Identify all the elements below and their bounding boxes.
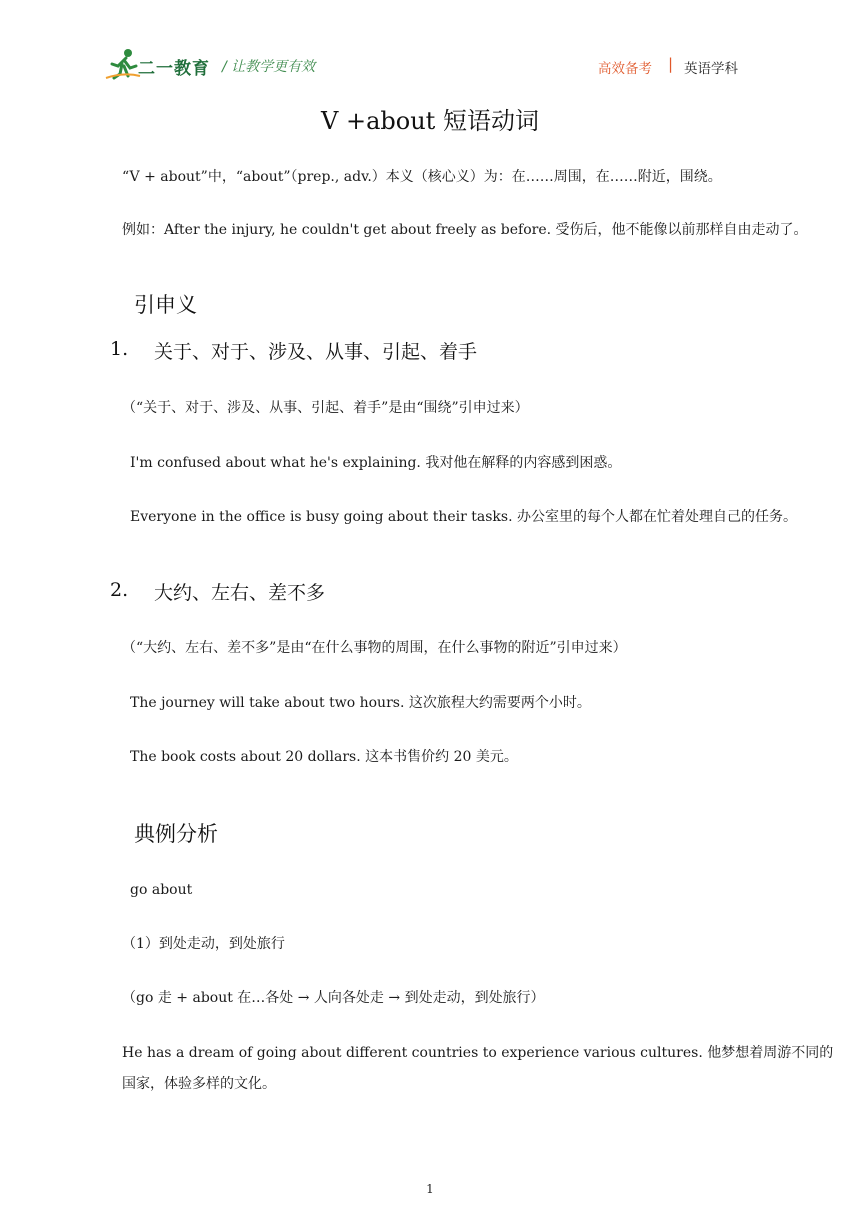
item-number: 2. — [110, 579, 129, 601]
item-note: （“大约、左右、差不多”是由“在什么事物的周围，在什么事物的附近”引申过来） — [122, 640, 627, 656]
intro-meaning: “V + about”中，“about”（prep., adv.）本义（核心义）为：在……周围，在……附近，围绕。 — [122, 169, 722, 185]
section-heading-analysis: 典例分析 — [134, 822, 218, 846]
page-number: 1 — [426, 1182, 434, 1196]
section-heading-extended: 引申义 — [134, 293, 197, 317]
item-heading: 大约、左右、差不多 — [154, 582, 326, 604]
header-subject: 英语学科 — [684, 61, 738, 77]
example-sentence: The book costs about 20 dollars. 这本书售价约 20 美元。 — [130, 749, 518, 765]
phrase-derivation: （go 走 + about 在…各处 → 人向各处走 → 到处走动，到处旅行） — [122, 990, 545, 1006]
analysis-example-line: 国家，体验多样的文化。 — [122, 1076, 276, 1092]
header-right-label: 高效备考 — [598, 61, 652, 77]
item-number: 1. — [110, 338, 129, 360]
phrase: go about — [130, 882, 193, 898]
analysis-example-line: He has a dream of going about different countries to experience various cultures. 他梦想着周游不同的 — [122, 1045, 834, 1061]
item-heading: 关于、对于、涉及、从事、引起、着手 — [154, 341, 478, 363]
example-sentence: I'm confused about what he's explaining. 我对他在解释的内容感到困惑。 — [130, 455, 622, 471]
intro-example: 例如：After the injury, he couldn't get about freely as before. 受伤后，他不能像以前那样自由走动了。 — [122, 222, 808, 238]
logo-text: 二一教育 — [138, 59, 210, 79]
page-title: V +about 短语动词 — [321, 107, 539, 135]
example-sentence: Everyone in the office is busy going about their tasks. 办公室里的每个人都在忙着处理自己的任务。 — [130, 509, 797, 525]
phrase-sense: （1）到处走动，到处旅行 — [122, 936, 285, 952]
item-note: （“关于、对于、涉及、从事、引起、着手”是由“围绕”引申过来） — [122, 400, 529, 416]
header-slogan: / 让教学更有效 — [222, 59, 316, 75]
header-separator: | — [668, 55, 674, 73]
example-sentence: The journey will take about two hours. 这次旅程大约需要两个小时。 — [130, 695, 591, 711]
